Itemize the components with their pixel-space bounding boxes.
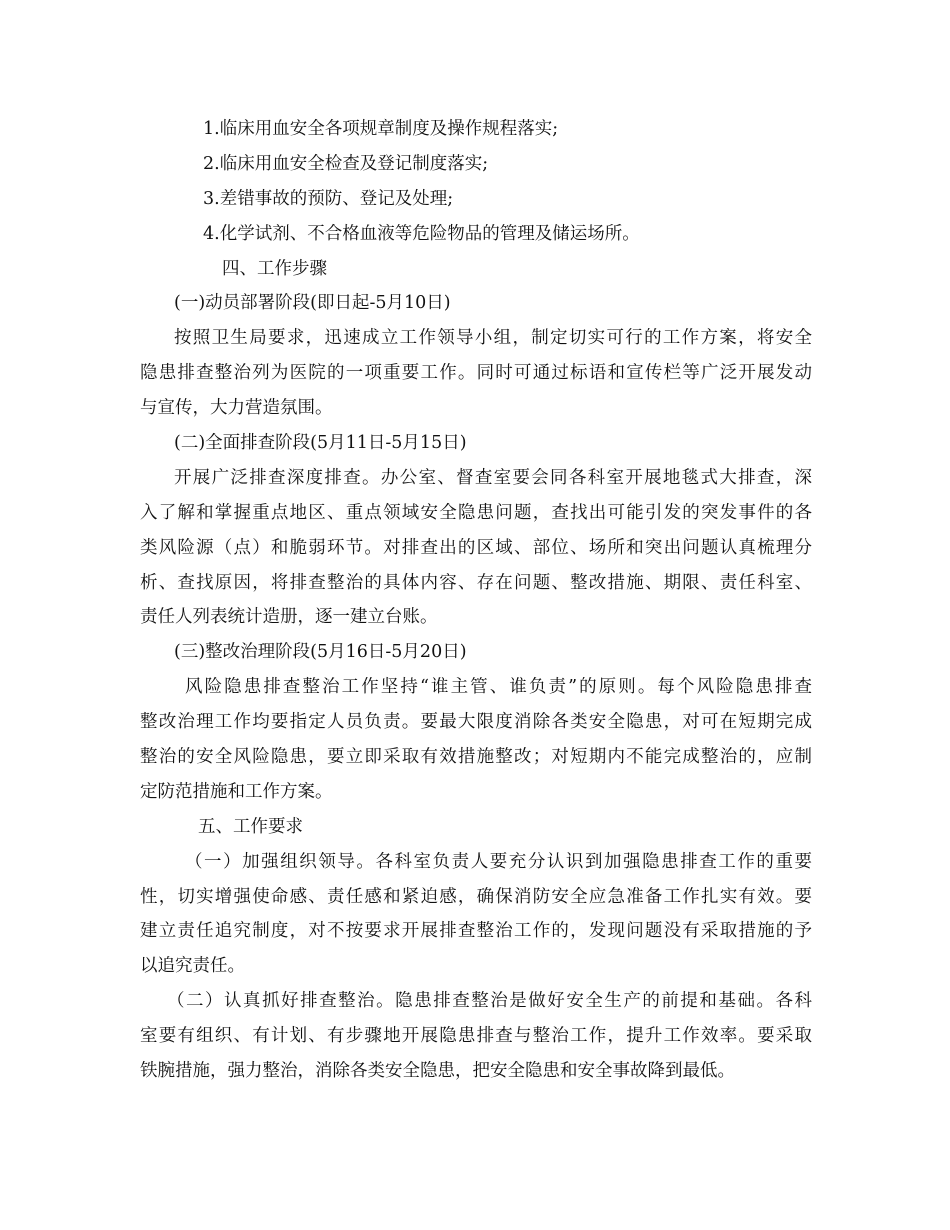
list-item: 2.临床用血安全检查及登记制度落实;	[203, 153, 489, 174]
paragraph-line: 定防范措施和工作方案。	[140, 781, 333, 802]
paragraph-line: 性，切实增强使命感、责任感和紧迫感，确保消防安全应急准备工作扎实有效。要	[140, 886, 812, 907]
stage1-title: (一)动员部署阶段(即日起-5月10日)	[174, 293, 451, 314]
paragraph-line: 隐患排查整治列为医院的一项重要工作。同时可通过标语和宣传栏等广泛开展发动	[140, 363, 812, 384]
paragraph-line: 以追究责任。	[140, 956, 245, 977]
paragraph-line: 类风险源（点）和脆弱环节。对排查出的区域、部位、场所和突出问题认真梳理分	[140, 537, 812, 558]
paragraph-line: 开展广泛排查深度排查。办公室、督查室要会同各科室开展地毯式大排查，深	[174, 467, 812, 488]
paragraph-line: 析、查找原因，将排查整治的具体内容、存在问题、整改措施、期限、责任科室、	[140, 572, 812, 593]
paragraph-line: 责任人列表统计造册，逐一建立台账。	[140, 607, 438, 628]
list-item: 1.临床用血安全各项规章制度及操作规程落实;	[203, 119, 559, 139]
section-heading-5: 五、工作要求	[198, 816, 303, 837]
paragraph-line: （二）认真抓好排查整治。隐患排查整治是做好安全生产的前提和基础。各科	[167, 991, 812, 1012]
paragraph-line: 室要有组织、有计划、有步骤地开展隐患排查与整治工作，提升工作效率。要采取	[140, 1026, 812, 1047]
paragraph-line: 建立责任追究制度，对不按要求开展排查整治工作的，发现问题没有采取措施的予	[140, 921, 812, 942]
list-item: 4.化学试剂、不合格血液等危险物品的管理及储运场所。	[203, 223, 640, 244]
paragraph-line: 整治的安全风险隐患，要立即采取有效措施整改；对短期内不能完成整治的，应制	[140, 747, 812, 768]
paragraph-line: （一）加强组织领导。各科室负责人要充分认识到加强隐患排查工作的重要	[185, 851, 812, 872]
paragraph-line: 按照卫生局要求，迅速成立工作领导小组，制定切实可行的工作方案，将安全	[174, 328, 812, 349]
list-item: 3.差错事故的预防、登记及处理;	[203, 188, 454, 209]
paragraph-line: 与宣传，大力营造氛围。	[140, 398, 333, 419]
stage3-title: (三)整改治理阶段(5月16日-5月20日)	[174, 642, 467, 663]
paragraph-line: 入了解和掌握重点地区、重点领域安全隐患问题，查找出可能引发的突发事件的各	[140, 502, 812, 523]
stage2-title: (二)全面排查阶段(5月11日-5月15日)	[174, 433, 467, 454]
paragraph-line: 整改治理工作均要指定人员负责。要最大限度消除各类安全隐患，对可在短期完成	[140, 712, 812, 733]
document-body	[140, 112, 812, 1089]
paragraph-line: 风险隐患排查整治工作坚持“谁主管、谁负责”的原则。每个风险隐患排查	[185, 677, 812, 698]
section-heading-4: 四、工作步骤	[222, 258, 327, 279]
paragraph-line: 铁腕措施，强力整治，消除各类安全隐患，把安全隐患和安全事故降到最低。	[140, 1061, 735, 1082]
